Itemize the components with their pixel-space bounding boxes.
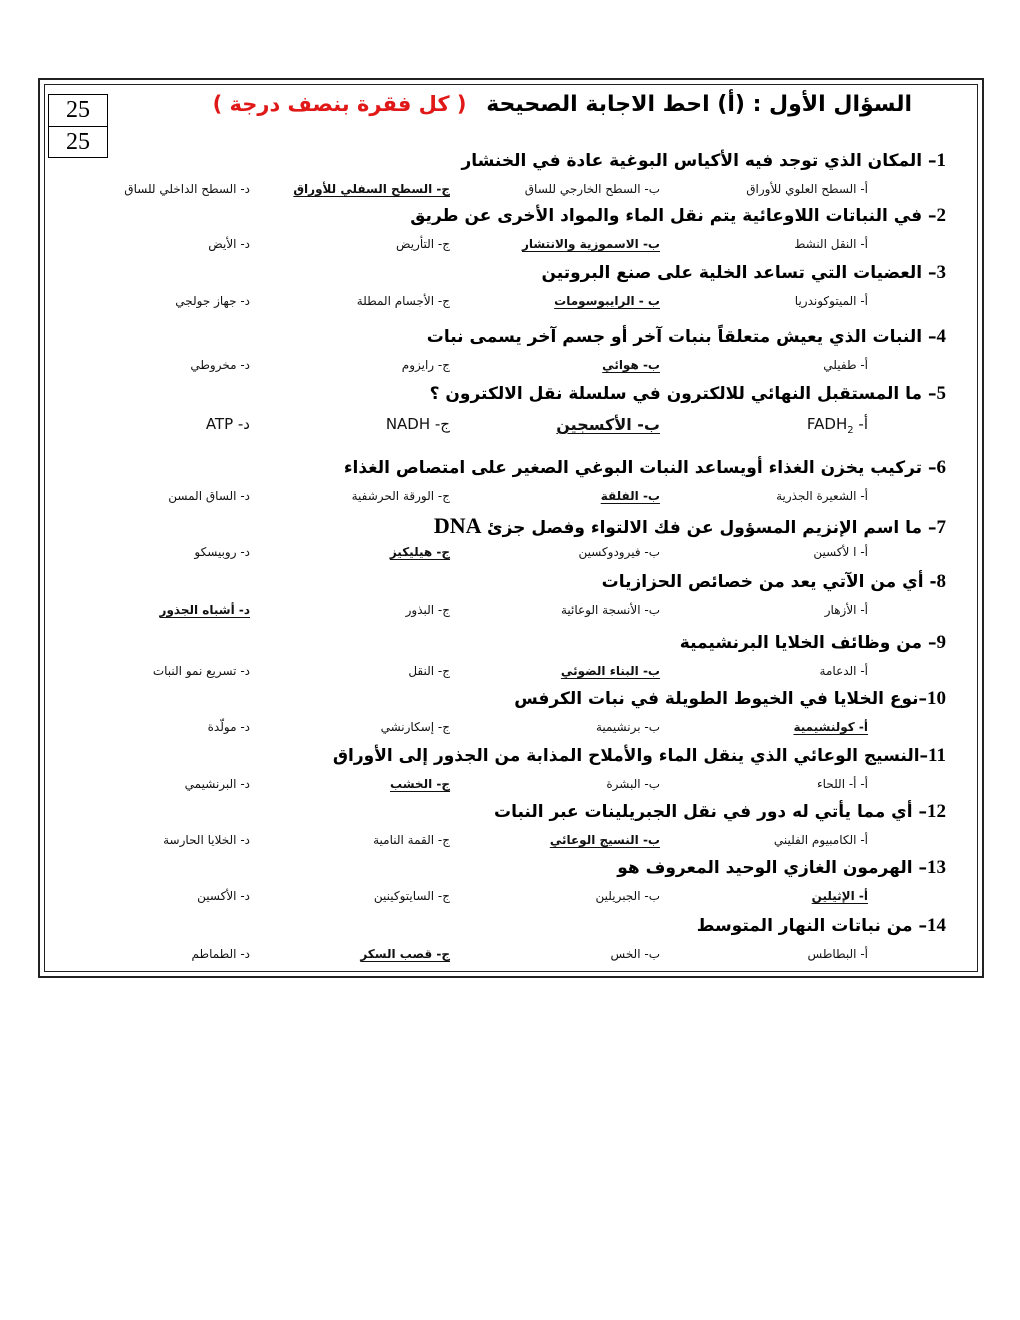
question-10-option-a: أ- كولنشيمية <box>793 720 868 734</box>
question-4-option-d: د- مخروطي <box>190 358 250 372</box>
question-text: – الهرمون الغازي الوحيد المعروف هو <box>617 858 927 878</box>
question-8-option-c: ج- البذور <box>405 603 450 617</box>
question-text: – العضيات التي تساعد الخلية على صنع البروتين <box>541 263 937 283</box>
question-7-option-a: أ- ا لأكسين <box>813 545 868 559</box>
question-14-option-d: د- الطماطم <box>191 947 250 961</box>
question-6-option-d: د- الساق المسن <box>168 489 250 503</box>
question-14-option-a: أ- البطاطس <box>807 947 868 961</box>
question-text: –نوع الخلايا في الخيوط الطويلة في نبات الكرفس <box>514 689 927 709</box>
question-number: 10 <box>927 688 946 709</box>
question-text: – ما المستقبل النهائي للالكترون في سلسلة نقل الالكترون ؟ <box>429 384 937 404</box>
question-2-option-a: أ- النقل النشط <box>794 237 868 251</box>
question-number: 13 <box>927 857 946 878</box>
question-number: 6 <box>936 457 946 478</box>
question-12-option-b: ب- النسيج الوعائي <box>549 833 660 847</box>
question-number: 7 <box>936 517 946 538</box>
score-obtained: 25 <box>66 129 90 155</box>
question-4-option-b: ب- هوائي <box>602 358 660 372</box>
question-8-option-d: د- أشباه الجذور <box>159 603 250 617</box>
question-number: 2 <box>936 205 946 226</box>
question-5-option-a: أ- $FADH_2$ <box>806 415 868 436</box>
question-number: 14 <box>927 915 946 936</box>
question-3-option-a: أ- الميتوكوندريا <box>794 294 868 308</box>
question-5-option-b: ب- الأكسجين <box>556 415 660 434</box>
question-10-option-d: د- مولّدة <box>207 720 250 734</box>
question-4-option-a: أ- طفيلي <box>823 358 868 372</box>
question-text: – ما اسم الإنزيم المسؤول عن فك الالتواء وفصل جزئ <box>487 518 937 538</box>
question-number: 12 <box>927 801 946 822</box>
question-4-option-c: ج- رايزوم <box>401 358 450 372</box>
question-9-option-d: د- تسريع نمو النبات <box>152 664 250 678</box>
question-7-option-b: ب- فيرودوكسين <box>578 545 660 559</box>
question-10-option-b: ب- برنشيمية <box>595 720 660 734</box>
question-1-option-b: ب- السطح الخارجي للساق <box>524 182 660 196</box>
question-9-option-a: أ- الدعامة <box>819 664 868 678</box>
question-number: 1 <box>936 150 946 171</box>
question-12-option-c: ج- القمة النامية <box>373 833 450 847</box>
question-9-option-c: ج- النقل <box>408 664 450 678</box>
question-11-option-a: أ- أ- اللحاء <box>817 777 868 791</box>
question-text: – من وظائف الخلايا البرنشيمية <box>679 633 937 653</box>
question-11-option-d: د- البرنشيمي <box>184 777 250 791</box>
section-title: السؤال الأول : (أ) احط الاجابة الصحيحة <box>486 92 912 117</box>
question-12-option-a: أ- الكامبيوم الفليني <box>773 833 868 847</box>
question-7-option-d: د- روبيسكو <box>194 545 250 559</box>
question-5 <box>430 383 946 405</box>
question-text: – من نباتات النهار المتوسط <box>696 916 927 936</box>
question-1-option-c: ج- السطح السفلي للأوراق <box>293 182 450 196</box>
question-5-option-d: د- ATP <box>205 415 250 433</box>
question-11-option-b: ب- البشرة <box>606 777 660 791</box>
question-2-option-d: د- الأيض <box>208 237 250 251</box>
question-number: 8 <box>936 571 946 592</box>
question-9-option-b: ب- البناء الضوئي <box>560 664 660 678</box>
question-12-option-d: د- الخلايا الحارسة <box>163 833 250 847</box>
question-2-option-b: ب- الاسموزية والانتشار <box>521 237 660 251</box>
question-number: 4 <box>936 326 946 347</box>
question-1-option-d: د- السطح الداخلي للساق <box>124 182 250 196</box>
question-number: 5 <box>936 383 946 404</box>
question-1 <box>461 150 946 172</box>
question-text: – في النباتات اللاوعائية يتم نقل الماء والمواد الأخرى عن طريق <box>410 206 937 226</box>
question-13-option-c: ج- السايتوكينين <box>373 889 450 903</box>
question-6-option-a: أ- الشعيرة الجذرية <box>776 489 868 503</box>
question-text: - أي من الآتي يعد من خصائص الحزازيات <box>601 572 937 592</box>
question-14-option-c: ج- قصب السكر <box>360 947 450 961</box>
question-12 <box>494 801 946 823</box>
question-text: – أي مما يأتي له دور في نقل الجبريلينات عبر النبات <box>494 802 927 822</box>
question-7-option-c: ج- هيليكيز <box>389 545 450 559</box>
question-10 <box>514 688 946 710</box>
question-text: –النسيج الوعائي الذي ينقل الماء والأملاح المذابة من الجذور إلى الأوراق <box>332 746 929 766</box>
question-6-option-c: ج- الورقة الحرشفية <box>351 489 450 503</box>
question-number: 9 <box>936 632 946 653</box>
question-6-option-b: ب- الفلقة <box>600 489 660 503</box>
question-3-option-c: ج- الأجسام المطلة <box>356 294 450 308</box>
section-header <box>213 92 912 132</box>
question-13 <box>617 857 946 879</box>
question-14 <box>697 915 946 937</box>
question-8 <box>602 571 946 593</box>
question-1-option-a: أ- السطح العلوي للأوراق <box>746 182 868 196</box>
question-5-option-c: ج- NADH <box>385 415 450 433</box>
question-11 <box>333 745 946 767</box>
question-13-option-d: د- الأكسين <box>197 889 250 903</box>
question-2 <box>410 205 946 227</box>
question-3 <box>541 262 946 284</box>
score-box <box>48 94 108 158</box>
question-14-option-b: ب- الخس <box>610 947 660 961</box>
question-2-option-c: ج- التأريض <box>396 237 450 251</box>
question-8-option-b: ب- الأنسجة الوعائية <box>560 603 660 617</box>
question-3-option-d: د- جهاز جولجي <box>175 294 250 308</box>
question-number: 3 <box>936 262 946 283</box>
question-10-option-c: ج- إسكارنشي <box>380 720 450 734</box>
question-11-option-c: ج- الخشب <box>390 777 450 791</box>
question-latin-term: DNA <box>433 513 488 538</box>
question-9 <box>680 632 946 654</box>
question-4 <box>427 326 946 348</box>
question-text: – تركيب يخزن الغذاء أويساعد النبات البوغي الصغير على امتصاص الغذاء <box>343 458 937 478</box>
question-13-option-b: ب- الجبريلين <box>595 889 660 903</box>
grading-note: ( كل فقرة بنصف درجة ) <box>212 92 467 116</box>
question-6 <box>344 457 946 479</box>
question-number: 11 <box>928 745 946 766</box>
question-text: – النبات الذي يعيش متعلقاً بنبات آخر أو جسم آخر يسمى نبات <box>426 327 937 347</box>
question-3-option-b: ب - الرايبوسومات <box>554 294 660 308</box>
question-13-option-a: أ- الإثيلين <box>811 889 868 903</box>
score-total: 25 <box>49 95 107 127</box>
question-7 <box>434 513 946 539</box>
question-text: – المكان الذي توجد فيه الأكياس البوغية عادة في الخنشار <box>461 151 937 171</box>
question-8-option-a: أ- الأزهار <box>824 603 868 617</box>
